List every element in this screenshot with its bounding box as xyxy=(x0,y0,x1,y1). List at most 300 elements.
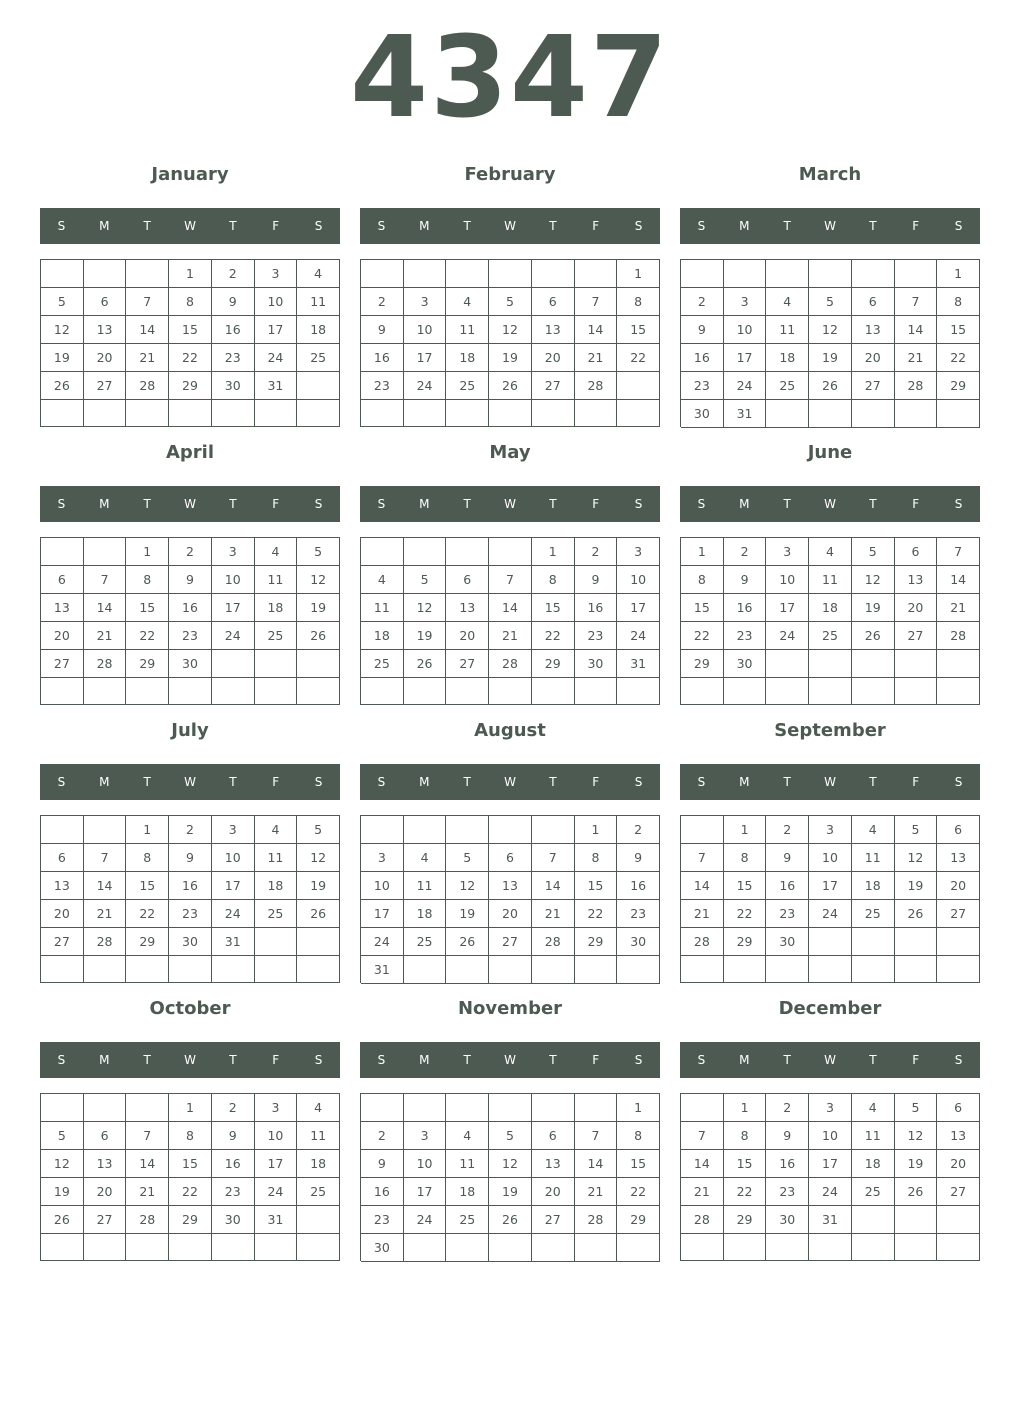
day-cell xyxy=(84,956,127,983)
day-cell xyxy=(532,816,575,844)
day-cell: 2 xyxy=(212,1094,255,1122)
day-cell: 20 xyxy=(41,622,84,650)
day-cell: 25 xyxy=(255,900,298,928)
day-cell xyxy=(852,650,895,678)
day-cell: 6 xyxy=(937,816,980,844)
day-cell: 25 xyxy=(446,1206,489,1234)
day-cell: 26 xyxy=(41,372,84,400)
day-cell: 2 xyxy=(361,1122,404,1150)
day-cell: 7 xyxy=(681,844,724,872)
day-cell: 22 xyxy=(617,344,660,372)
day-cell: 6 xyxy=(895,538,938,566)
day-cell: 25 xyxy=(852,900,895,928)
day-cell: 4 xyxy=(297,260,340,288)
weekday-header: M xyxy=(739,219,750,233)
day-cell: 27 xyxy=(84,372,127,400)
day-cell: 23 xyxy=(724,622,767,650)
weekday-header: S xyxy=(954,497,963,511)
day-cell: 14 xyxy=(937,566,980,594)
day-cell: 2 xyxy=(681,288,724,316)
day-cell: 24 xyxy=(766,622,809,650)
day-cell xyxy=(41,260,84,288)
day-cell xyxy=(852,678,895,705)
day-cell xyxy=(212,678,255,705)
day-cell: 2 xyxy=(724,538,767,566)
day-cell: 11 xyxy=(297,1122,340,1150)
weekday-header-row xyxy=(680,1042,980,1078)
day-cell: 4 xyxy=(446,1122,489,1150)
weekday-header: W xyxy=(824,497,836,511)
day-cell: 26 xyxy=(446,928,489,956)
day-cell: 8 xyxy=(126,566,169,594)
day-cell: 22 xyxy=(575,900,618,928)
weekday-header: T xyxy=(229,775,237,789)
day-cell xyxy=(937,678,980,705)
weekday-header: S xyxy=(57,775,66,789)
month-name: January xyxy=(151,164,229,185)
day-cell xyxy=(532,260,575,288)
day-cell: 7 xyxy=(575,1122,618,1150)
weekday-header: S xyxy=(954,775,963,789)
day-cell: 31 xyxy=(724,400,767,428)
day-cell: 22 xyxy=(724,1178,767,1206)
day-cell: 8 xyxy=(617,1122,660,1150)
day-cell: 2 xyxy=(766,816,809,844)
weekday-header: T xyxy=(143,497,151,511)
day-cell xyxy=(489,678,532,705)
day-cell: 26 xyxy=(895,1178,938,1206)
day-cell: 1 xyxy=(126,816,169,844)
day-cell: 27 xyxy=(937,1178,980,1206)
weekday-header: T xyxy=(549,775,557,789)
day-cell xyxy=(575,400,618,427)
day-cell: 26 xyxy=(895,900,938,928)
day-cell: 3 xyxy=(724,288,767,316)
day-cell: 19 xyxy=(895,872,938,900)
weekday-header: T xyxy=(463,497,471,511)
day-cell: 18 xyxy=(404,900,447,928)
day-cell: 17 xyxy=(361,900,404,928)
day-cell: 7 xyxy=(489,566,532,594)
day-cell: 5 xyxy=(852,538,895,566)
day-cell: 1 xyxy=(169,1094,212,1122)
day-cell: 7 xyxy=(126,1122,169,1150)
day-cell xyxy=(617,372,660,400)
day-cell: 3 xyxy=(361,844,404,872)
day-cell xyxy=(766,650,809,678)
day-cell: 2 xyxy=(169,816,212,844)
weekday-header: T xyxy=(783,775,791,789)
day-grid xyxy=(40,815,340,983)
day-cell: 22 xyxy=(126,622,169,650)
day-cell xyxy=(766,400,809,428)
day-cell: 22 xyxy=(126,900,169,928)
day-cell: 24 xyxy=(212,900,255,928)
day-cell xyxy=(724,1234,767,1261)
day-cell xyxy=(937,650,980,678)
weekday-header: T xyxy=(549,497,557,511)
weekday-header: M xyxy=(99,219,110,233)
day-cell xyxy=(297,650,340,678)
day-cell: 4 xyxy=(852,1094,895,1122)
weekday-header: T xyxy=(549,1053,557,1067)
day-cell xyxy=(852,956,895,983)
day-cell xyxy=(212,1234,255,1261)
day-cell xyxy=(766,956,809,983)
day-cell: 18 xyxy=(361,622,404,650)
day-cell: 6 xyxy=(41,844,84,872)
day-cell xyxy=(446,678,489,705)
day-cell: 15 xyxy=(937,316,980,344)
day-cell: 4 xyxy=(297,1094,340,1122)
day-cell: 28 xyxy=(575,1206,618,1234)
weekday-header: T xyxy=(143,775,151,789)
day-cell: 8 xyxy=(532,566,575,594)
day-cell: 12 xyxy=(489,316,532,344)
weekday-header: S xyxy=(634,219,643,233)
day-cell: 8 xyxy=(617,288,660,316)
day-cell: 8 xyxy=(724,1122,767,1150)
day-cell: 17 xyxy=(766,594,809,622)
day-cell xyxy=(169,678,212,705)
day-cell: 19 xyxy=(41,1178,84,1206)
day-cell: 29 xyxy=(681,650,724,678)
day-cell: 21 xyxy=(575,344,618,372)
day-cell: 5 xyxy=(41,288,84,316)
day-cell: 25 xyxy=(446,372,489,400)
day-cell: 3 xyxy=(809,816,852,844)
day-cell: 23 xyxy=(575,622,618,650)
day-cell: 1 xyxy=(575,816,618,844)
day-cell: 14 xyxy=(84,872,127,900)
day-cell: 2 xyxy=(766,1094,809,1122)
day-cell: 24 xyxy=(809,900,852,928)
day-cell xyxy=(446,400,489,427)
day-cell: 3 xyxy=(809,1094,852,1122)
day-cell: 6 xyxy=(532,288,575,316)
weekday-header: S xyxy=(634,775,643,789)
weekday-header-row xyxy=(40,486,340,522)
day-cell: 13 xyxy=(489,872,532,900)
month-name: December xyxy=(778,998,882,1019)
day-cell: 15 xyxy=(575,872,618,900)
day-cell xyxy=(255,650,298,678)
day-cell xyxy=(446,260,489,288)
day-cell xyxy=(212,650,255,678)
day-cell: 16 xyxy=(212,1150,255,1178)
day-cell: 20 xyxy=(937,872,980,900)
day-cell: 30 xyxy=(681,400,724,428)
day-cell: 29 xyxy=(724,1206,767,1234)
day-cell: 17 xyxy=(212,872,255,900)
day-cell xyxy=(895,928,938,956)
day-cell: 27 xyxy=(937,900,980,928)
day-cell: 17 xyxy=(617,594,660,622)
day-cell: 23 xyxy=(212,1178,255,1206)
day-cell: 16 xyxy=(575,594,618,622)
weekday-header: M xyxy=(99,497,110,511)
day-cell: 9 xyxy=(617,844,660,872)
weekday-header: S xyxy=(634,497,643,511)
day-cell: 10 xyxy=(212,566,255,594)
day-cell xyxy=(404,400,447,427)
day-cell: 20 xyxy=(895,594,938,622)
day-grid xyxy=(680,1093,980,1261)
day-grid xyxy=(360,815,660,983)
day-cell: 22 xyxy=(681,622,724,650)
day-cell: 6 xyxy=(84,288,127,316)
day-cell: 3 xyxy=(404,1122,447,1150)
day-cell: 14 xyxy=(126,1150,169,1178)
day-cell xyxy=(361,260,404,288)
day-cell: 15 xyxy=(126,594,169,622)
day-cell: 16 xyxy=(766,1150,809,1178)
day-cell: 11 xyxy=(255,844,298,872)
day-cell: 5 xyxy=(895,816,938,844)
day-cell: 1 xyxy=(937,260,980,288)
day-cell: 27 xyxy=(532,1206,575,1234)
day-cell: 9 xyxy=(212,1122,255,1150)
day-cell: 7 xyxy=(895,288,938,316)
day-cell: 27 xyxy=(895,622,938,650)
day-cell xyxy=(937,400,980,428)
day-cell xyxy=(766,1234,809,1261)
day-cell: 4 xyxy=(852,816,895,844)
day-cell: 23 xyxy=(681,372,724,400)
day-cell: 11 xyxy=(446,1150,489,1178)
day-cell xyxy=(84,1094,127,1122)
day-cell: 16 xyxy=(766,872,809,900)
day-cell: 10 xyxy=(255,288,298,316)
day-cell xyxy=(532,956,575,984)
day-cell xyxy=(169,400,212,427)
day-cell xyxy=(852,400,895,428)
day-cell: 22 xyxy=(937,344,980,372)
day-cell xyxy=(681,260,724,288)
day-cell: 19 xyxy=(297,872,340,900)
day-cell: 16 xyxy=(169,594,212,622)
day-cell: 20 xyxy=(532,1178,575,1206)
day-cell xyxy=(361,678,404,705)
weekday-header: F xyxy=(592,219,600,233)
weekday-header: T xyxy=(229,497,237,511)
weekday-header-row xyxy=(360,486,660,522)
weekday-header: W xyxy=(504,497,516,511)
weekday-header: S xyxy=(57,497,66,511)
weekday-header: S xyxy=(697,219,706,233)
day-cell: 10 xyxy=(404,1150,447,1178)
weekday-header-row xyxy=(40,764,340,800)
day-cell xyxy=(895,1234,938,1261)
weekday-header-row xyxy=(360,764,660,800)
day-cell: 25 xyxy=(404,928,447,956)
day-cell: 16 xyxy=(212,316,255,344)
day-cell: 3 xyxy=(617,538,660,566)
day-cell: 10 xyxy=(617,566,660,594)
day-cell: 29 xyxy=(575,928,618,956)
day-cell: 30 xyxy=(212,372,255,400)
day-cell: 30 xyxy=(169,928,212,956)
day-cell: 9 xyxy=(169,566,212,594)
day-cell: 25 xyxy=(766,372,809,400)
day-cell xyxy=(937,928,980,956)
day-grid xyxy=(40,1093,340,1261)
day-cell: 20 xyxy=(446,622,489,650)
day-cell: 28 xyxy=(681,1206,724,1234)
day-cell xyxy=(404,678,447,705)
day-cell xyxy=(41,678,84,705)
month-name: May xyxy=(489,442,531,463)
day-cell: 16 xyxy=(361,344,404,372)
day-cell: 30 xyxy=(724,650,767,678)
day-cell: 17 xyxy=(212,594,255,622)
day-cell: 8 xyxy=(937,288,980,316)
day-cell xyxy=(169,1234,212,1261)
day-cell: 14 xyxy=(575,316,618,344)
day-cell xyxy=(84,816,127,844)
day-cell: 4 xyxy=(809,538,852,566)
day-cell: 10 xyxy=(361,872,404,900)
day-cell: 13 xyxy=(84,1150,127,1178)
day-cell: 30 xyxy=(212,1206,255,1234)
day-cell xyxy=(41,956,84,983)
day-cell xyxy=(617,678,660,705)
day-cell: 27 xyxy=(489,928,532,956)
weekday-header: F xyxy=(272,497,280,511)
day-cell xyxy=(724,260,767,288)
day-cell xyxy=(255,400,298,427)
day-cell: 21 xyxy=(937,594,980,622)
day-cell xyxy=(297,678,340,705)
day-cell xyxy=(852,1234,895,1261)
day-cell xyxy=(212,956,255,983)
day-cell: 24 xyxy=(404,372,447,400)
year-title: 4347 xyxy=(350,13,670,143)
day-cell: 25 xyxy=(361,650,404,678)
day-cell xyxy=(255,928,298,956)
day-cell xyxy=(809,400,852,428)
day-cell xyxy=(937,1234,980,1261)
day-cell: 9 xyxy=(575,566,618,594)
day-cell: 19 xyxy=(489,344,532,372)
day-cell xyxy=(126,1234,169,1261)
day-cell: 18 xyxy=(297,316,340,344)
day-cell: 11 xyxy=(297,288,340,316)
weekday-header: T xyxy=(143,219,151,233)
day-cell: 18 xyxy=(809,594,852,622)
day-cell: 28 xyxy=(84,928,127,956)
day-cell: 22 xyxy=(532,622,575,650)
day-cell: 2 xyxy=(169,538,212,566)
day-cell: 9 xyxy=(766,844,809,872)
weekday-header: S xyxy=(697,497,706,511)
day-cell: 13 xyxy=(532,316,575,344)
day-grid xyxy=(680,815,980,983)
weekday-header: S xyxy=(314,1053,323,1067)
day-cell: 23 xyxy=(617,900,660,928)
day-cell: 27 xyxy=(532,372,575,400)
day-cell: 10 xyxy=(809,844,852,872)
day-cell xyxy=(489,260,532,288)
day-cell xyxy=(575,1094,618,1122)
day-cell xyxy=(852,928,895,956)
day-cell xyxy=(41,400,84,427)
weekday-header-row xyxy=(680,208,980,244)
day-cell xyxy=(895,956,938,983)
weekday-header: W xyxy=(824,775,836,789)
day-cell: 17 xyxy=(255,316,298,344)
day-cell: 19 xyxy=(404,622,447,650)
day-cell: 20 xyxy=(41,900,84,928)
day-cell: 21 xyxy=(681,900,724,928)
day-cell: 21 xyxy=(681,1178,724,1206)
weekday-header: S xyxy=(697,1053,706,1067)
day-cell: 5 xyxy=(895,1094,938,1122)
weekday-header: T xyxy=(229,1053,237,1067)
day-cell: 17 xyxy=(809,872,852,900)
day-cell: 18 xyxy=(766,344,809,372)
day-cell: 22 xyxy=(617,1178,660,1206)
day-cell: 12 xyxy=(404,594,447,622)
day-cell xyxy=(446,816,489,844)
weekday-header: M xyxy=(419,775,430,789)
month-name: June xyxy=(807,442,853,463)
day-cell: 13 xyxy=(84,316,127,344)
day-cell: 1 xyxy=(617,1094,660,1122)
day-cell: 1 xyxy=(681,538,724,566)
day-cell: 3 xyxy=(212,816,255,844)
weekday-header: F xyxy=(592,775,600,789)
weekday-header: W xyxy=(824,219,836,233)
day-cell: 29 xyxy=(169,372,212,400)
day-cell: 29 xyxy=(169,1206,212,1234)
day-cell: 13 xyxy=(895,566,938,594)
month-name: August xyxy=(474,720,546,741)
day-cell: 24 xyxy=(212,622,255,650)
day-cell: 12 xyxy=(809,316,852,344)
day-cell xyxy=(809,260,852,288)
day-cell: 18 xyxy=(255,872,298,900)
day-cell xyxy=(766,260,809,288)
day-cell: 28 xyxy=(937,622,980,650)
day-cell xyxy=(84,538,127,566)
day-grid xyxy=(680,537,980,705)
month-name: November xyxy=(457,998,563,1019)
weekday-header: W xyxy=(184,219,196,233)
day-cell: 21 xyxy=(126,344,169,372)
day-cell xyxy=(84,260,127,288)
day-cell xyxy=(126,1094,169,1122)
day-cell: 12 xyxy=(489,1150,532,1178)
day-cell: 12 xyxy=(895,1122,938,1150)
day-cell: 1 xyxy=(532,538,575,566)
day-cell: 13 xyxy=(937,1122,980,1150)
day-cell: 15 xyxy=(724,1150,767,1178)
day-cell: 15 xyxy=(681,594,724,622)
day-cell xyxy=(404,816,447,844)
day-cell: 15 xyxy=(724,872,767,900)
day-cell: 4 xyxy=(361,566,404,594)
day-cell: 17 xyxy=(255,1150,298,1178)
day-cell: 5 xyxy=(489,1122,532,1150)
day-cell: 15 xyxy=(617,1150,660,1178)
month-name: September xyxy=(774,720,886,741)
day-cell: 14 xyxy=(681,1150,724,1178)
day-cell: 13 xyxy=(852,316,895,344)
day-cell xyxy=(404,1234,447,1262)
day-cell: 14 xyxy=(575,1150,618,1178)
day-cell xyxy=(575,956,618,984)
